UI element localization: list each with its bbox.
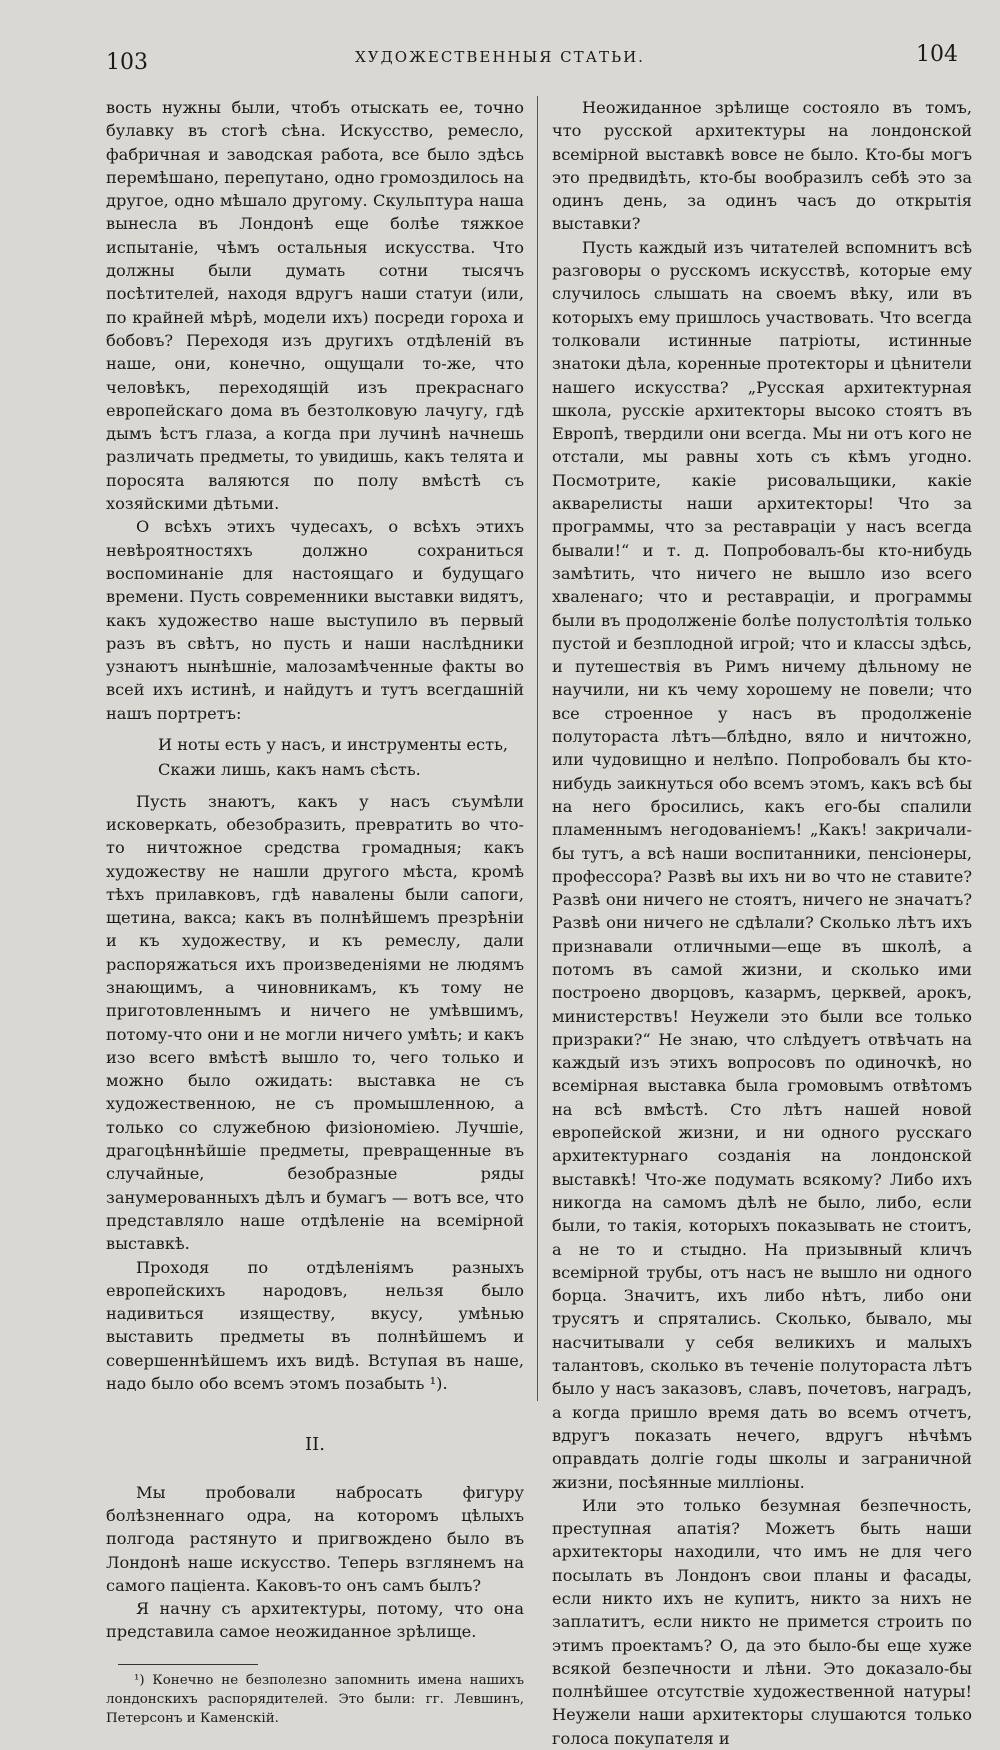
- paragraph: Или это только безумная безпечность, преступная апатія? Можетъ быть наши архитекторы находили, что имъ не для чего посылать въ Лондонъ свои планы и фасады, если никто ихъ не купитъ, никто за нихъ не заплатитъ, если никто не примется строить по этимъ проектамъ? О, да это было-бы еще хуже всякой безпечности и лѣни. Это доказало-бы полнѣйшее отсутствіе художественной натуры! Неужели наши архитекторы слушаются только голоса покупателя и: [552, 1495, 972, 1748]
- paragraph: вость нужны были, чтобъ отыскать ее, точно булавку въ стогѣ сѣна. Искусство, ремесло, фабричная и заводская работа, все было здѣсь перемѣшано, перепутано, одно громоздилось на другое, одно мѣшало другому. Скульптура наша вынесла въ Лондонѣ еще болѣе тяжкое испытаніе, чѣмъ остальныя искусства. Что должны были думать сотни тысячъ посѣтителей, находя вдругъ наши статуи (или, по крайней мѣрѣ, модели ихъ) посреди гороха и бобовъ? Переходя изъ другихъ отдѣленій въ наше, они, конечно, ощущали то-же, что человѣкъ, переходящій изъ прекраснаго европейскаго дома въ безтолковую лачугу, гдѣ дымъ ѣстъ глаза, а когда при лучинѣ начнешь различать предметы, то увидишь, какъ телята и поросята валяются по полу вмѣстѣ съ хозяйскими дѣтьми.: [106, 98, 524, 514]
- paragraph: Неожиданное зрѣлище состояло въ томъ, что русской архитектуры на лондонской всемірной выставкѣ вовсе не было. Кто-бы могъ это предвидѣть, кто-бы вообразилъ себѣ это за одинъ день, за одинъ часъ до открытія выставки?: [552, 98, 972, 234]
- paragraph: Пусть знаютъ, какъ у насъ съумѣли исковеркать, обезобразить, превратить во что-то ничтожное средства громадныя; какъ художеству не нашли другого мѣста, кромѣ тѣхъ прилавковъ, гдѣ навалены были сапоги, щетина, вакса; какъ въ полнѣйшемъ презрѣніи и къ художеству, и къ ремеслу, дали распоряжаться ихъ произведеніями не людямъ знающимъ, а чиновникамъ, къ тому не приготовленнымъ и ничего не умѣвшимъ, потому-что они и не могли ничего умѣть; и какъ изо всего вмѣстѣ вышло то, чего только и можно было ожидать: выставка не съ художественною, не съ промышленною, а только со служебною физіономіею. Лучшіе, драгоцѣннѣйшіе предметы, превращенные въ случайные, безобразные ряды занумерованныхъ дѣлъ и бумагъ — вотъ все, что представляло наше отдѣленіе на всемірной выставкѣ.: [106, 791, 524, 1254]
- paragraph: Проходя по отдѣленіямъ разныхъ европейскихъ народовъ, нельзя было надивиться изяществу, вкусу, умѣнью выставить предметы въ полнѣйшемъ и совершеннѣйшемъ ихъ видѣ. Вступая въ наше, надо было обо всемъ этомъ позабыть ¹).: [106, 1257, 524, 1394]
- paragraph: Мы пробовали набросать фигуру болѣзненнаго одра, на которомъ цѣлыхъ полгода растянуто и пригвождено было въ Лондонѣ наше искусство. Теперь взглянемъ на самого паціента. Каковъ-то онъ самъ былъ?: [106, 1482, 524, 1595]
- footnote: ¹) Конечно не безполезно запомнить имена нашихъ лондонскихъ распорядителей. Это были: гг. Левшинъ, Петерсонъ и Каменскій.: [106, 1672, 524, 1726]
- right-column: [552, 96, 972, 1750]
- column-divider: [537, 96, 538, 1401]
- paragraph: Я начну съ архитектуры, потому, что она представила самое неожиданное зрѣлище.: [106, 1599, 524, 1642]
- verse-line: И ноты есть у насъ, и инструменты есть,: [158, 735, 509, 755]
- page-header: [0, 38, 1000, 78]
- paragraph: Пусть каждый изъ читателей вспомнитъ всѣ разговоры о русскомъ искусствѣ, которые ему случилось слышать на своемъ вѣку, или въ которыхъ ему пришлось участвовать. Что всегда толковали истинные патріоты, истинные знатоки дѣла, коренные протекторы и цѣнители нашего искусства? „Русская архитектурная школа, русскіе архитекторы высоко стоятъ въ Европѣ, твердили они всегда. Мы ни отъ кого не отстали, мы равны хоть съ кѣмъ угодно. Посмотрите, какіе рисовальщики, какіе акварелисты наши архитекторы! Что за программы, что за реставраціи у насъ всегда бывали!“ и т. д. Попробовалъ-бы кто-нибудь замѣтить, что ничего не вышло изо всего хваленаго; что и реставраціи, и программы были въ продолженіе болѣе полустолѣтія только пустой и безплодной игрой; что и классы здѣсь, и путешествія въ Римъ ничему дѣльному не научили, ни къ чему хорошему не повели; что все строенное у насъ въ продолженіе полутораста лѣтъ—блѣдно, вяло и ничтожно, или чудовищно и нелѣпо. Попробовалъ бы кто-нибудь заикнуться обо всемъ этомъ, какъ всѣ бы на него бросились, какъ его-бы спалили пламеннымъ негодованіемъ! „Какъ! закричали-бы тутъ, а всѣ наши воспитанники, пенсіонеры, профессора? Развѣ вы ихъ ни во что не ставите? Развѣ они ничего не стоятъ, ничего не значатъ? Развѣ они ничего не сдѣлали? Сколько лѣтъ ихъ признавали отличными—еще въ школѣ, а потомъ въ самой жизни, и сколько ими построено дворцовъ, казармъ, церквей, арокъ, министерствъ! Неужели это были все только призраки?“ Не знаю, что слѣдуетъ отвѣчать на каждый изъ этихъ вопросовъ по одиночкѣ, но всемірная выставка была громовымъ отвѣтомъ на всѣ вмѣстѣ. Сто лѣтъ нашей новой европейской жизни, и ни одного русскаго архитектурнаго созданія на лондонской выставкѣ! Что-же подумать всякому? Либо ихъ никогда на самомъ дѣлѣ не было, либо, если были, то такія, которыхъ показывать не стоитъ, а не то и стыдно. На призывный кличъ всемірной трубы, отъ насъ не вышло ни одного борца. Значитъ, ихъ либо нѣтъ, либо они трусятъ и спрятались. Сколько, бывало, мы насчитывали у себя великихъ и малыхъ талантовъ, сколько въ теченіе полутораста лѣтъ было у насъ заказовъ, славъ, почетовъ, наградъ, а когда пришло время дать во всемъ отчетъ, вдругъ показать нечего, вдругъ нѣчѣмъ оправдать долгіе годы школы и заграничной жизни, посѣянные милліоны.: [552, 237, 972, 1492]
- left-column: [106, 96, 524, 1728]
- page-number-right: 104: [916, 42, 958, 67]
- footnote-rule: [118, 1664, 258, 1665]
- verse-quote: [158, 733, 524, 782]
- running-title: ХУДОЖЕСТВЕННЫЯ СТАТЬИ.: [355, 48, 645, 66]
- section-heading: II.: [305, 1434, 325, 1456]
- page-number-left: 103: [106, 50, 148, 75]
- paragraph: О всѣхъ этихъ чудесахъ, о всѣхъ этихъ невѣроятностяхъ должно сохраниться воспоминаніе для настоящаго и будущаго времени. Пусть современники выставки видятъ, какъ художество наше выступило въ первый разъ въ свѣтъ, но пусть и наши наслѣдники узнаютъ нынѣшніе, малозамѣченные факты во всей ихъ истинѣ, и найдутъ и тутъ всегдашній нашъ портретъ:: [106, 517, 524, 723]
- verse-line: Скажи лишь, какъ намъ сѣсть.: [158, 760, 421, 780]
